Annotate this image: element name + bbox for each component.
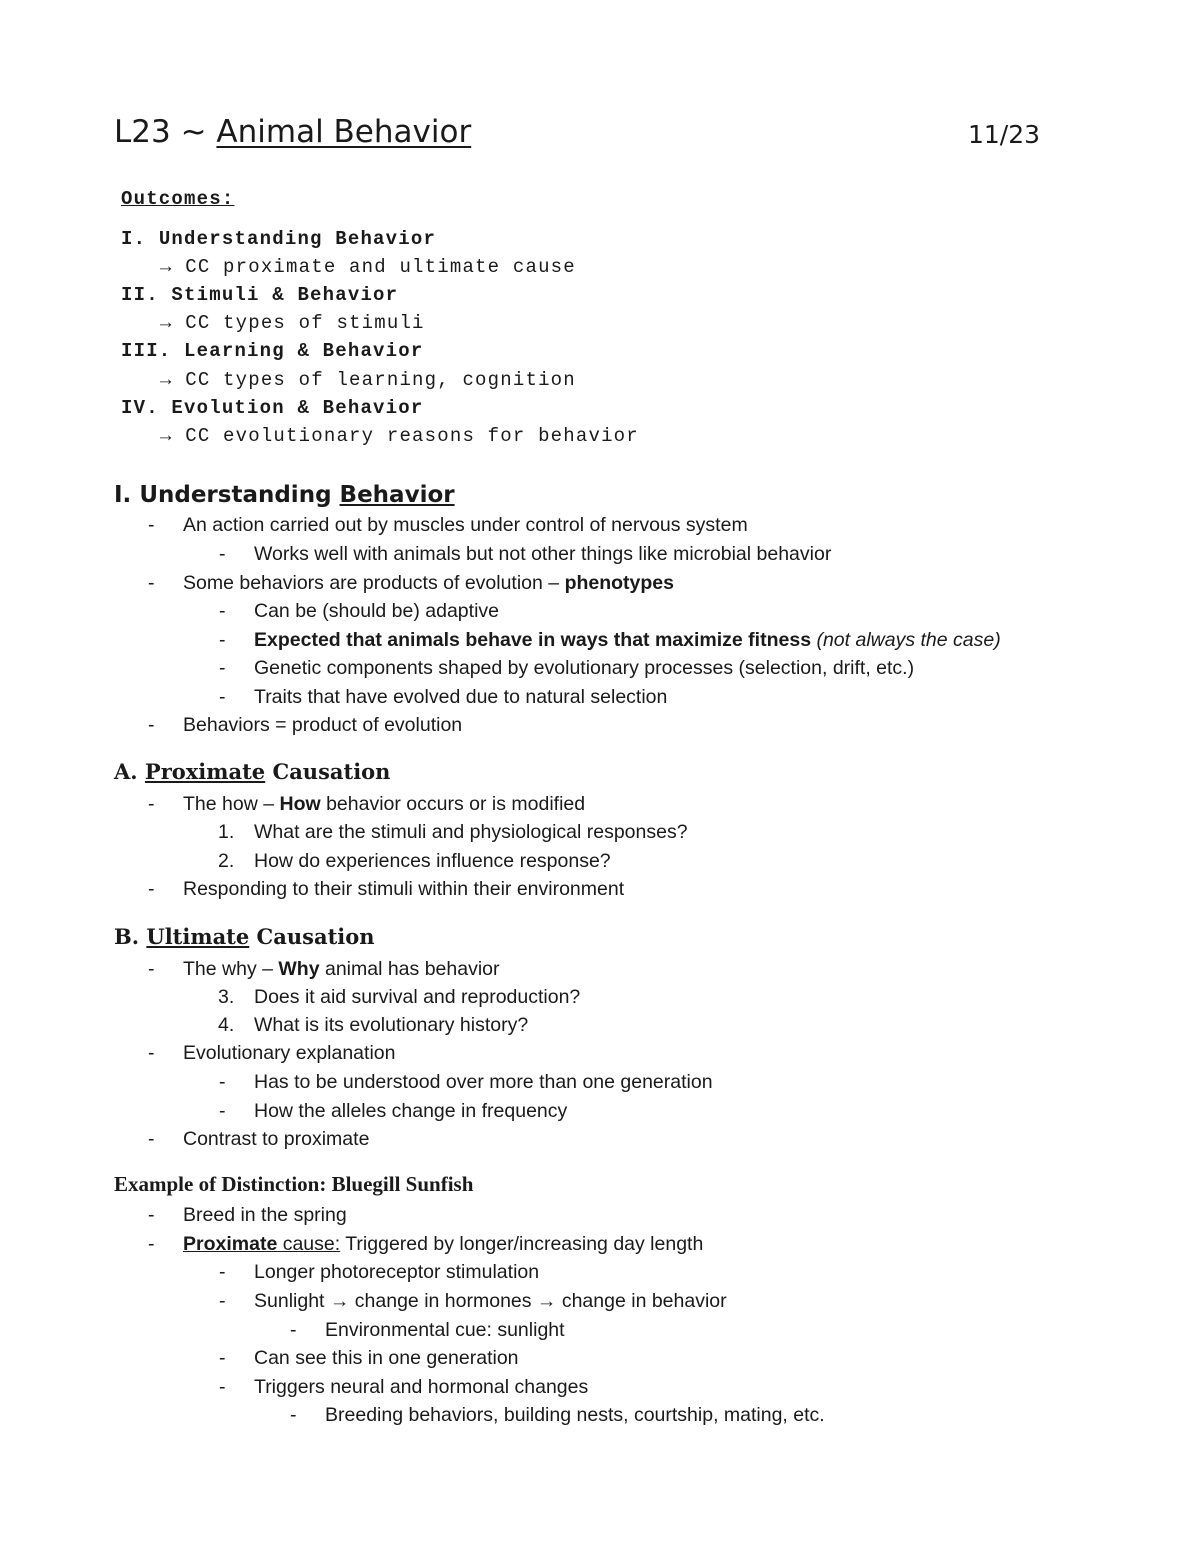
outcome-4-sub-text: CC evolutionary reasons for behavior bbox=[185, 425, 639, 447]
section-b-heading bbox=[114, 924, 375, 949]
bullet: - bbox=[148, 878, 155, 900]
arrow-icon: → bbox=[160, 256, 173, 278]
section-1-heading bbox=[114, 482, 455, 508]
bullet: - bbox=[148, 1128, 155, 1150]
bullet: - bbox=[148, 572, 155, 594]
list-item-text: Has to be understood over more than one generation bbox=[254, 1071, 713, 1093]
outcome-3-sub-text: CC types of learning, cognition bbox=[185, 369, 576, 391]
outcome-3-sub bbox=[160, 369, 576, 391]
bullet: - bbox=[219, 657, 226, 679]
section-a-title-underlined: Proximate bbox=[144, 759, 266, 784]
bullet: - bbox=[290, 1319, 297, 1341]
list-item bbox=[148, 958, 155, 981]
outcome-2-title: Stimuli & Behavior bbox=[171, 284, 399, 306]
bullet: - bbox=[290, 1404, 297, 1426]
outcome-1-sub-text: CC proximate and ultimate cause bbox=[185, 256, 576, 278]
outcome-2-sub bbox=[160, 312, 425, 334]
list-item bbox=[290, 1319, 297, 1342]
list-item-text: What is its evolutionary history? bbox=[254, 1014, 529, 1036]
bullet: - bbox=[219, 543, 226, 565]
list-item-text: Evolutionary explanation bbox=[183, 1042, 396, 1064]
list-item-text: Triggers neural and hormonal changes bbox=[254, 1376, 589, 1398]
list-number: 2. bbox=[218, 850, 235, 872]
emphasis-why: Why bbox=[278, 958, 320, 980]
list-item-text: How do experiences influence response? bbox=[254, 850, 611, 872]
list-item-text: Responding to their stimuli within their environment bbox=[183, 878, 625, 900]
bullet: - bbox=[148, 1204, 155, 1226]
title-prefix: L23 ~ bbox=[114, 114, 217, 150]
outcome-4-title: Evolution & Behavior bbox=[171, 397, 424, 419]
emphasis-fitness: Expected that animals behave in ways that maximize fitness bbox=[254, 629, 812, 651]
list-item bbox=[219, 1347, 226, 1370]
list-item-text: Does it aid survival and reproduction? bbox=[254, 986, 581, 1008]
list-number: 3. bbox=[218, 986, 235, 1008]
bullet: - bbox=[219, 600, 226, 622]
list-item bbox=[219, 1376, 226, 1399]
bullet: - bbox=[219, 1261, 226, 1283]
outcome-2-num: II. bbox=[121, 284, 159, 306]
section-1-num: I. bbox=[114, 482, 132, 508]
bullet: - bbox=[219, 629, 226, 651]
outcome-3-title: Learning & Behavior bbox=[184, 340, 424, 362]
bullet: - bbox=[148, 1042, 155, 1064]
list-item bbox=[148, 1204, 155, 1227]
list-number: 1. bbox=[218, 821, 235, 843]
section-b-num: B. bbox=[114, 924, 140, 949]
list-item bbox=[219, 600, 226, 623]
outcome-4-sub bbox=[160, 425, 639, 447]
text-segment: animal has behavior bbox=[319, 958, 500, 980]
list-item bbox=[219, 686, 226, 709]
list-item bbox=[219, 1071, 226, 1094]
list-item-text: Longer photoreceptor stimulation bbox=[254, 1261, 540, 1283]
list-item-text: Sunlight → change in hormones → change in behavior bbox=[254, 1290, 727, 1312]
bullet: - bbox=[219, 1100, 226, 1122]
bullet: - bbox=[219, 1347, 226, 1369]
text-segment: Triggered by longer/increasing day length bbox=[340, 1233, 704, 1255]
outcome-3-num: III. bbox=[121, 340, 172, 362]
text-segment: Some behaviors are products of evolution – bbox=[183, 572, 565, 594]
emphasis-how: How bbox=[279, 793, 321, 815]
bullet: - bbox=[219, 1071, 226, 1093]
section-b-title-underlined: Ultimate bbox=[146, 924, 250, 949]
list-item-text: Traits that have evolved due to natural selection bbox=[254, 686, 668, 708]
title-text: Animal Behavior bbox=[216, 114, 472, 150]
emphasis-phenotypes: phenotypes bbox=[564, 572, 674, 594]
text-segment: behavior occurs or is modified bbox=[320, 793, 586, 815]
arrow-icon: → bbox=[160, 425, 173, 447]
section-b-title-rest: Causation bbox=[249, 924, 375, 949]
outcome-4-num: IV. bbox=[121, 397, 159, 419]
outcome-1-title: Understanding Behavior bbox=[158, 228, 437, 250]
list-item bbox=[219, 1261, 226, 1284]
list-item-text bbox=[183, 1233, 703, 1256]
page-title bbox=[114, 114, 471, 150]
section-a-title-rest: Causation bbox=[265, 759, 391, 784]
list-item bbox=[148, 514, 155, 537]
list-item-text: Breed in the spring bbox=[183, 1204, 347, 1226]
example-heading: Example of Distinction: Bluegill Sunfish bbox=[114, 1172, 474, 1196]
section-1-title: Understanding bbox=[139, 482, 340, 508]
text-segment: The how – bbox=[183, 793, 280, 815]
date-label: 11/23 bbox=[968, 120, 1041, 149]
bullet: - bbox=[219, 1290, 226, 1312]
list-number: 4. bbox=[218, 1014, 235, 1036]
list-item bbox=[148, 572, 155, 595]
bullet: - bbox=[148, 793, 155, 815]
list-item-text: What are the stimuli and physiological responses? bbox=[254, 821, 688, 843]
bullet: - bbox=[148, 714, 155, 736]
list-item-text: Genetic components shaped by evolutionary processes (selection, drift, etc.) bbox=[254, 657, 915, 679]
arrow-icon: → bbox=[160, 369, 173, 391]
list-item bbox=[148, 878, 155, 901]
list-item-text: How the alleles change in frequency bbox=[254, 1100, 568, 1122]
list-item-text: Works well with animals but not other things like microbial behavior bbox=[254, 543, 832, 565]
list-item bbox=[148, 793, 155, 816]
list-item-text: Behaviors = product of evolution bbox=[183, 714, 463, 736]
outcome-2 bbox=[121, 284, 398, 306]
italic-note: (not always the case) bbox=[811, 629, 1001, 651]
bullet: - bbox=[219, 686, 226, 708]
emphasis-proximate: Proximate bbox=[183, 1233, 278, 1255]
list-item-text bbox=[183, 793, 585, 816]
outcome-1-num: I. bbox=[121, 228, 147, 250]
outcome-1-sub bbox=[160, 256, 576, 278]
list-item bbox=[219, 1290, 226, 1313]
section-1-title-underlined: Behavior bbox=[339, 482, 455, 508]
section-a-heading bbox=[114, 759, 390, 784]
list-item bbox=[219, 1100, 226, 1123]
bullet: - bbox=[148, 1233, 155, 1255]
outcome-4 bbox=[121, 397, 423, 419]
list-item-text: Can see this in one generation bbox=[254, 1347, 519, 1369]
outcome-3 bbox=[121, 340, 423, 362]
outcome-2-sub-text: CC types of stimuli bbox=[185, 312, 425, 334]
bullet: - bbox=[148, 514, 155, 536]
list-item bbox=[219, 543, 226, 566]
list-item bbox=[219, 657, 226, 680]
list-item-text: Can be (should be) adaptive bbox=[254, 600, 499, 622]
list-item bbox=[148, 714, 155, 737]
arrow-icon: → bbox=[160, 312, 173, 334]
list-item bbox=[148, 1233, 155, 1256]
list-item-text bbox=[254, 629, 1001, 652]
outcome-1 bbox=[121, 228, 436, 250]
list-item bbox=[148, 1128, 155, 1151]
bullet: - bbox=[148, 958, 155, 980]
bullet: - bbox=[219, 1376, 226, 1398]
list-item-text: Breeding behaviors, building nests, courtship, mating, etc. bbox=[325, 1404, 825, 1426]
section-a-num: A. bbox=[114, 759, 138, 784]
list-item-text: Contrast to proximate bbox=[183, 1128, 370, 1150]
text-segment-underlined: cause: bbox=[277, 1233, 341, 1255]
list-item bbox=[219, 629, 226, 652]
list-item-text bbox=[183, 958, 500, 981]
list-item-text bbox=[183, 572, 674, 595]
list-item bbox=[148, 1042, 155, 1065]
outcomes-heading: Outcomes: bbox=[121, 188, 235, 210]
list-item-text: Environmental cue: sunlight bbox=[325, 1319, 565, 1341]
list-item bbox=[290, 1404, 297, 1427]
list-item-text: An action carried out by muscles under control of nervous system bbox=[183, 514, 748, 536]
text-segment: The why – bbox=[183, 958, 279, 980]
